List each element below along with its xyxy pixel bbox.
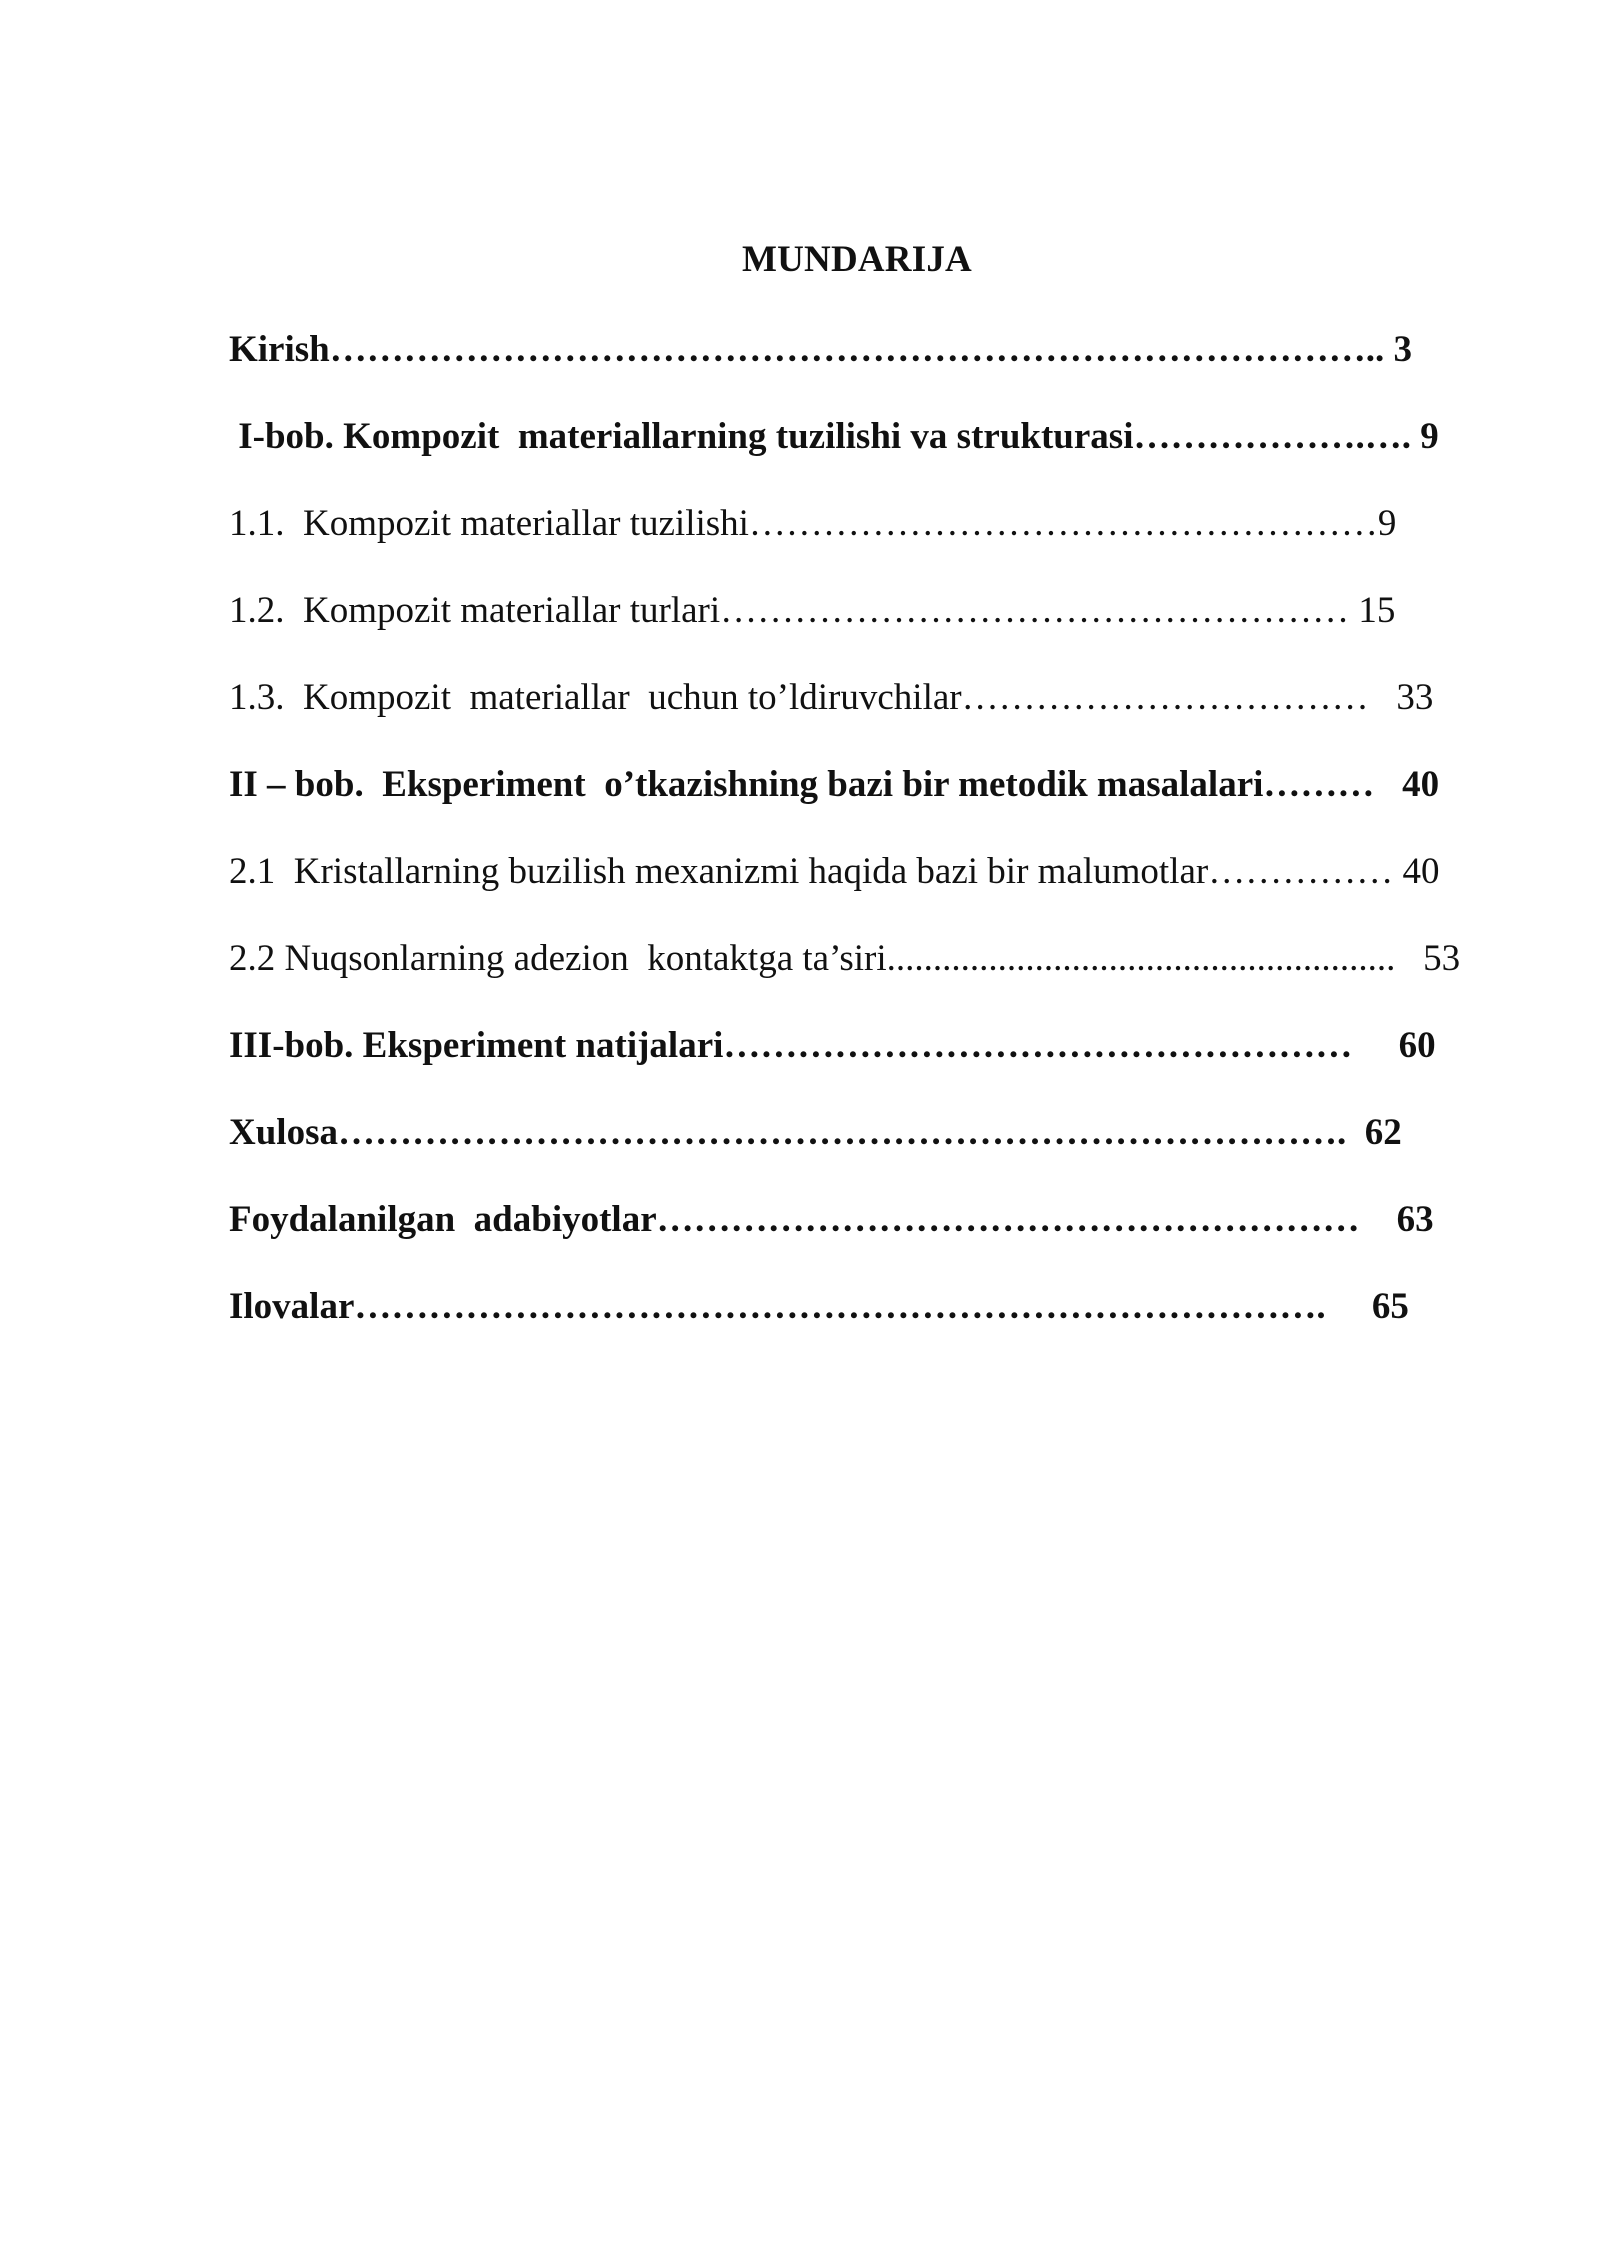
toc-entry-section-1-1: 1.1. Kompozit materiallar tuzilishi……………………………………………9 (229, 503, 1397, 544)
toc-entry-chapter-2: II – bob. Eksperiment o’tkazishning bazi bir metodik masalalari……… 40 (229, 764, 1440, 805)
toc-entry-section-1-2: 1.2. Kompozit materiallar turlari…………………………………………… 15 (229, 590, 1396, 631)
toc-title: MUNDARIJA (742, 239, 972, 280)
toc-entry-section-2-1: 2.1 Kristallarning buzilish mexanizmi haqida bazi bir malumotlar…………… 40 (229, 851, 1440, 892)
toc-entry-appendices: Ilovalar……………………………………………………………………. 65 (229, 1286, 1409, 1327)
toc-entry-chapter-3: III-bob. Eksperiment natijalari…………………………………………… 60 (229, 1025, 1436, 1066)
toc-entry-section-1-3: 1.3. Kompozit materiallar uchun to’ldiruvchilar…………………………… 33 (229, 677, 1434, 718)
toc-entry-kirish: Kirish………………………………………………………………………….. 3 (229, 329, 1412, 370)
toc-entry-xulosa: Xulosa………………………………………………………………………. 62 (229, 1112, 1402, 1153)
toc-entry-section-2-2: 2.2 Nuqsonlarning adezion kontaktga ta’siri....................................................... 53 (229, 938, 1461, 979)
toc-entry-chapter-1: I-bob. Kompozit materiallarning tuzilishi va strukturasi……………….…. 9 (229, 416, 1439, 457)
toc-entry-references: Foydalanilgan adabiyotlar………………………………………………… 63 (229, 1199, 1434, 1240)
